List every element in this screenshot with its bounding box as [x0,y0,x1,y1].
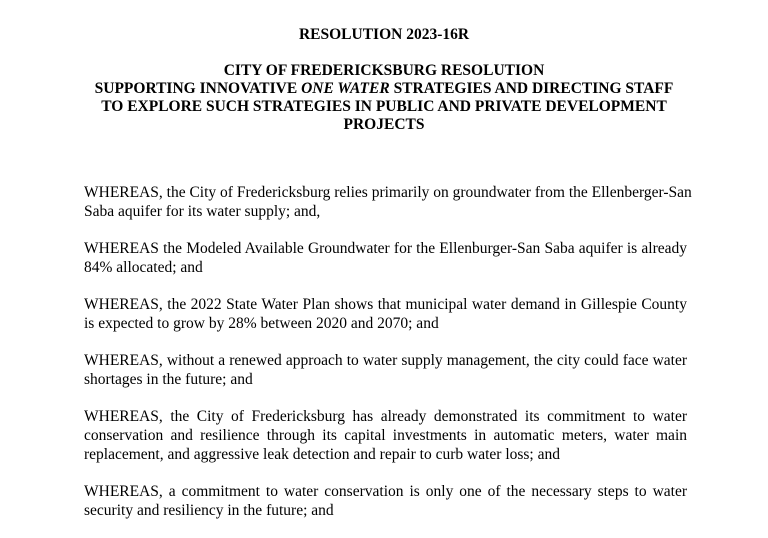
title-line-2-end: STRATEGIES AND DIRECTING STAFF [389,80,674,97]
whereas-paragraph [84,239,687,277]
whereas-clauses [84,183,692,538]
whereas-paragraph [84,407,687,464]
title-line-3: TO EXPLORE SUCH STRATEGIES IN PUBLIC AND PRIVATE DEVELOPMENT [101,98,667,115]
paragraph-line: Saba aquifer for its water supply; and, [84,203,321,220]
paragraph-line: 84% allocated; and [84,259,203,276]
title-line-1: CITY OF FREDERICKSBURG RESOLUTION [223,62,545,79]
title-line-2-start: SUPPORTING INNOVATIVE [94,80,302,97]
paragraph-line: WHEREAS, the City of Fredericksburg relies primarily on groundwater from the Ellenberger-San [84,184,692,201]
paragraph-line: WHEREAS, a commitment to water conservation is only one of the necessary steps to water [84,483,687,500]
paragraph-line: conservation and resilience through its capital investments in automatic meters, water main [84,427,687,444]
whereas-paragraph [84,351,687,389]
paragraph-line: shortages in the future; and [84,371,253,388]
whereas-paragraph [84,482,687,520]
whereas-paragraph [84,295,687,333]
paragraph-line: is expected to grow by 28% between 2020 and 2070; and [84,315,439,332]
paragraph-line: security and resiliency in the future; and [84,502,334,519]
title-line-4: PROJECTS [343,116,425,133]
resolution-number: RESOLUTION 2023-16R [298,26,470,43]
paragraph-line: WHEREAS the Modeled Available Groundwater for the Ellenburger-San Saba aquifer is already [84,240,687,257]
paragraph-line: WHEREAS, the City of Fredericksburg has already demonstrated its commitment to water [84,408,687,425]
title-line-2 [0,80,768,98]
whereas-paragraph [84,183,692,221]
paragraph-line: replacement, and aggressive leak detection and repair to curb water loss; and [84,446,560,463]
paragraph-line: WHEREAS, the 2022 State Water Plan shows that municipal water demand in Gillespie County [84,296,687,313]
paragraph-line: WHEREAS, without a renewed approach to water supply management, the city could face water [84,352,687,369]
one-water-emphasis: ONE WATER [301,80,390,97]
resolution-title [0,62,768,134]
